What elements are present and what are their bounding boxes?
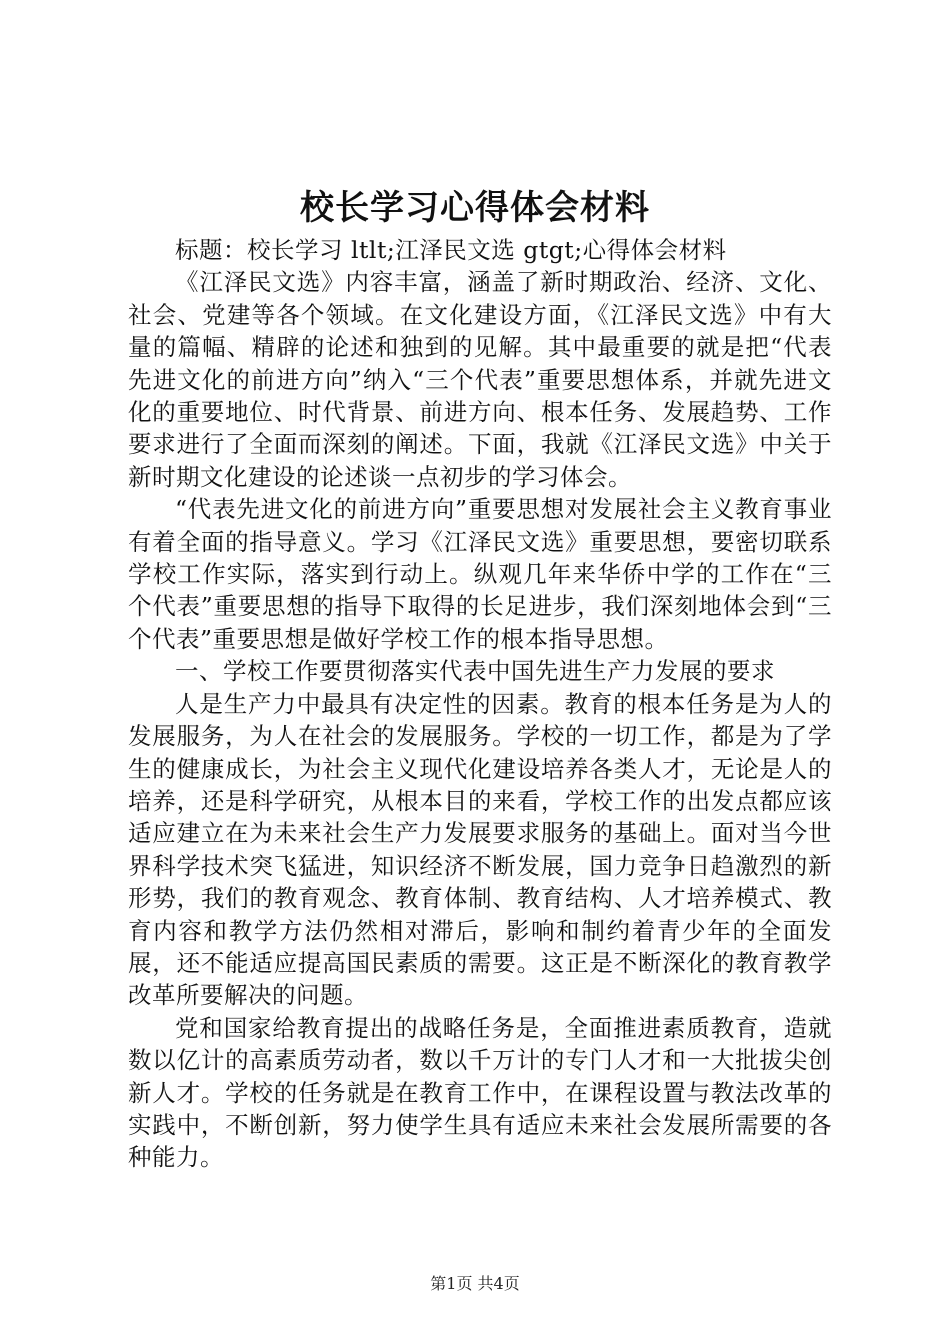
paragraph: 《江泽民文选》内容丰富，涵盖了新时期政治、经济、文化、社会、党建等各个领域。在文化建设方面，《江泽民文选》中有大量的篇幅、精辟的论述和独到的见解。其中最重要的就是把“代表先进文化的前进方向”纳入“三个代表”重要思想体系，并就先进文化的重要地位、时代背景、前进方向、根本任务、发展趋势、工作要求进行了全面而深刻的阐述。下面，我就《江泽民文选》中关于新时期文化建设的论述谈一点初步的学习体会。: [128, 268, 832, 491]
page-title: 校长学习心得体会材料: [300, 188, 650, 228]
document-body: [128, 234, 832, 1174]
subtitle-line: 标题：校长学习 ltlt;江泽民文选 gtgt;心得体会材料: [175, 236, 727, 264]
paragraph: 党和国家给教育提出的战略任务是，全面推进素质教育，造就数以亿计的高素质劳动者，数以千万计的专门人才和一大批拔尖创新人才。学校的任务就是在教育工作中，在课程设置与教法改革的实践中，不断创新，努力使学生具有适应未来社会发展所需要的各种能力。: [128, 1013, 832, 1172]
section-heading: 一、学校工作要贯彻落实代表中国先进生产力发展的要求: [175, 657, 775, 686]
paragraph: “代表先进文化的前进方向”重要思想对发展社会主义教育事业有着全面的指导意义。学习《江泽民文选》重要思想，要密切联系学校工作实际，落实到行动上。纵观几年来华侨中学的工作在“三个代表”重要思想的指导下取得的长足进步，我们深刻地体会到“三个代表”重要思想是做好学校工作的根本指导思想。: [128, 495, 832, 653]
page-number-footer: 第1页 共4页: [430, 1274, 520, 1293]
paragraph: 人是生产力中最具有决定性的因素。教育的根本任务是为人的发展服务，为人在社会的发展服务。学校的一切工作，都是为了学生的健康成长，为社会主义现代化建设培养各类人才，无论是人的培养，还是科学研究，从根本目的来看，学校工作的出发点都应该适应建立在为未来社会生产力发展要求服务的基础上。面对当今世界科学技术突飞猛进，知识经济不断发展，国力竞争日趋激烈的新形势，我们的教育观念、教育体制、教育结构、人才培养模式、教育内容和教学方法仍然相对滞后，影响和制约着青少年的全面发展，还不能适应提高国民素质的需要。这正是不断深化的教育教学改革所要解决的问题。: [128, 689, 832, 1010]
